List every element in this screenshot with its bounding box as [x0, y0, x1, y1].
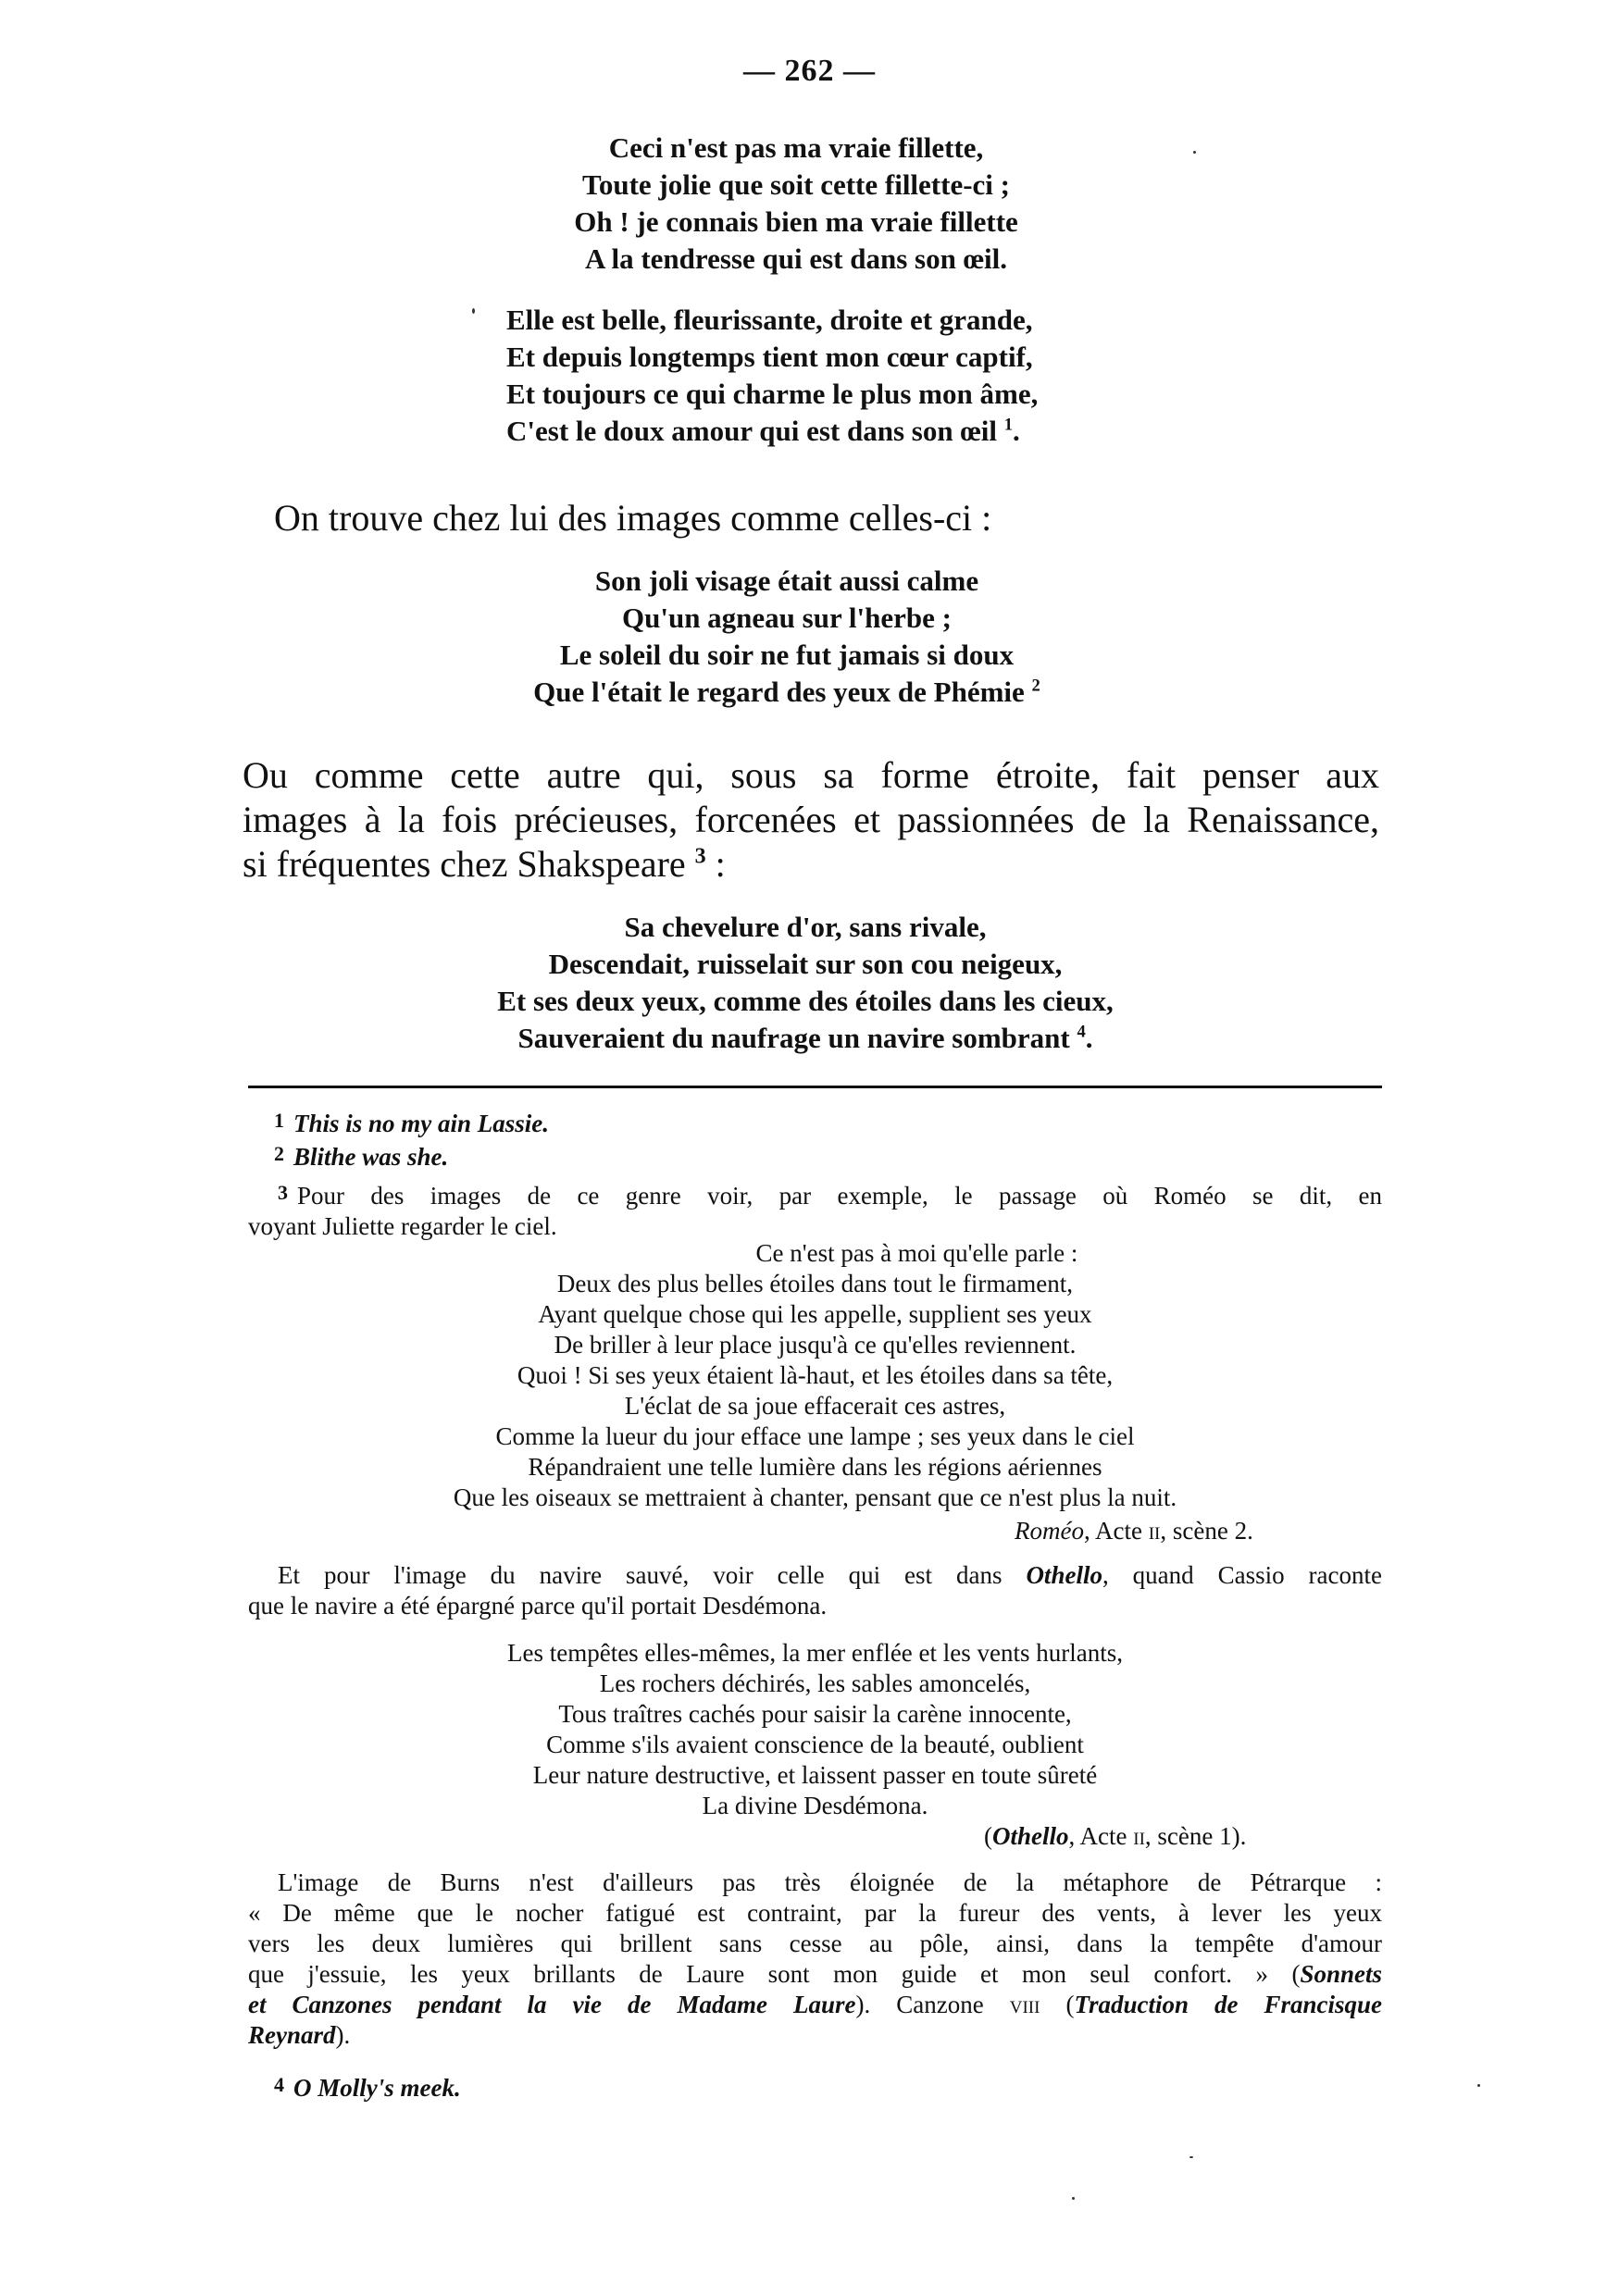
footnote-separator	[248, 1086, 1382, 1088]
verse-line: Les rochers déchirés, les sables amoncelés,	[599, 1669, 1031, 1697]
verse-line	[481, 674, 1092, 711]
footnote-line: vers les deux lumières qui brillent sans cesse au pôle, ainsi, dans la tempête d'amour	[248, 1930, 1382, 1957]
verse-line: Sa chevelure d'or, sans rivale,	[624, 911, 987, 943]
attribution-act: ii	[1148, 1517, 1161, 1545]
footnote-line	[274, 1138, 448, 1173]
scan-speck	[1477, 2084, 1480, 2087]
footnote-text: , quand Cassio raconte	[1102, 1561, 1382, 1589]
attribution-text: (	[984, 1822, 992, 1850]
poem-stanza-3	[481, 563, 1092, 711]
attribution-text: , Acte	[1068, 1822, 1134, 1850]
verse-line: Ce n'est pas à moi qu'elle parle :	[755, 1239, 1078, 1267]
footnote-line	[274, 2069, 461, 2104]
prose-line: Ou comme cette autre qui, sous sa forme étroite, fait penser aux	[243, 754, 1379, 796]
verse-line: Comme s'ils avaient conscience de la beauté, oublient	[546, 1731, 1084, 1758]
footnote-3-attribution	[1015, 1516, 1253, 1546]
footnote-number: 2	[274, 1142, 284, 1165]
verse-line: Son joli visage était aussi calme	[594, 565, 979, 597]
footnote-text: ). Canzone	[855, 1991, 1010, 2018]
verse-line: Tous traîtres cachés pour saisir la carène innocente,	[558, 1700, 1072, 1728]
verse-line: Oh ! je connais bien ma vraie fillette	[574, 205, 1018, 238]
prose-line: On trouve chez lui des images comme celles-ci :	[274, 497, 992, 539]
verse-text: Que l'était le regard des yeux de Phémie	[533, 676, 1025, 708]
verse-line: Que les oiseaux se mettraient à chanter, pensant que ce n'est plus la nuit.	[453, 1483, 1177, 1511]
paragraph-intro-1	[274, 496, 1385, 540]
verse-line: Comme la lueur du jour efface une lampe ; ses yeux dans le ciel	[495, 1422, 1135, 1450]
footnote-line: voyant Juliette regarder le ciel.	[248, 1212, 557, 1240]
footnote-3	[248, 1177, 1382, 1242]
verse-line: Descendait, ruisselait sur son cou neigeux,	[548, 948, 1063, 980]
verse-line: Deux des plus belles étoiles dans tout le firmament,	[556, 1270, 1074, 1297]
poem-stanza-4	[426, 909, 1185, 1057]
verse-line: A la tendresse qui est dans son œil.	[585, 242, 1007, 275]
footnote-4	[274, 2069, 461, 2104]
footnote-line	[248, 1990, 1382, 2020]
footnote-work-title: Othello	[1026, 1561, 1102, 1589]
verse-line: Leur nature destructive, et laissent passer en toute sûreté	[532, 1761, 1098, 1789]
footnote-ref: 1	[1003, 415, 1014, 435]
footnote-line	[248, 2020, 1382, 2051]
footnote-work-title: Traduction de Francisque	[1074, 1991, 1382, 2018]
verse-line: La divine Desdémona.	[702, 1792, 928, 1819]
footnote-ref: 3	[694, 844, 706, 869]
prose-text: :	[705, 843, 726, 885]
footnote-burns-paragraph	[248, 1868, 1382, 2051]
footnote-line	[274, 1105, 549, 1139]
attribution-text: , scène 2.	[1160, 1517, 1253, 1545]
footnote-text: Blithe was she.	[293, 1143, 449, 1171]
verse-line: Et toujours ce qui charme le plus mon âme,	[506, 378, 1039, 410]
footnote-work-title: Reynard	[248, 2021, 336, 2049]
footnote-1	[274, 1105, 549, 1139]
footnote-text: Pour des images de ce genre voir, par exemple, le passage où Roméo se dit, en	[297, 1182, 1382, 1210]
poem-stanza-1	[518, 130, 1074, 278]
attribution-text: , Acte	[1083, 1517, 1149, 1545]
footnote-text: This is no my ain Lassie.	[293, 1110, 550, 1137]
footnote-othello-paragraph	[248, 1560, 1382, 1621]
verse-line: Le soleil du soir ne fut jamais si doux	[559, 639, 1015, 671]
scan-speck	[1193, 151, 1196, 154]
verse-line: Et depuis longtemps tient mon cœur captif,	[506, 341, 1033, 373]
footnote-2	[274, 1138, 448, 1173]
footnote-3-verse	[248, 1238, 1382, 1513]
footnote-ref: 4	[1077, 1022, 1086, 1042]
verse-line: De briller à leur place jusqu'à ce qu'elles reviennent.	[554, 1331, 1077, 1359]
verse-line: Elle est belle, fleurissante, droite et grande,	[506, 304, 1033, 336]
prose-line	[243, 842, 1379, 887]
scan-speck	[472, 308, 475, 314]
footnote-number: 3	[278, 1181, 288, 1204]
footnote-line: L'image de Burns n'est d'ailleurs pas très éloignée de la métaphore de Pétrarque :	[278, 1868, 1382, 1896]
footnote-number: 4	[274, 2073, 284, 2096]
attribution-act: ii	[1133, 1822, 1145, 1850]
verse-line: L'éclat de sa joue effacerait ces astres,	[624, 1392, 1006, 1420]
verse-text: C'est le doux amour qui est dans son œil	[506, 415, 997, 447]
verse-line: Qu'un agneau sur l'herbe ;	[621, 602, 952, 634]
scan-speck	[1072, 2197, 1075, 2200]
paragraph-intro-2	[243, 753, 1379, 887]
verse-line: Quoi ! Si ses yeux étaient là-haut, et les étoiles dans sa tête,	[517, 1361, 1114, 1389]
footnote-line: que le navire a été épargné parce qu'il portait Desdémona.	[248, 1592, 828, 1620]
footnote-text: que j'essuie, les yeux brillants de Laure sont mon guide et mon seul confort. » (	[248, 1960, 1301, 1988]
verse-line: Sauveraient du naufrage un navire sombrant $^4$.	[517, 1022, 1093, 1054]
poem-stanza-2	[506, 302, 1154, 450]
attribution-text: , scène 1).	[1144, 1822, 1247, 1850]
scan-speck	[1189, 2156, 1193, 2158]
footnote-text: ).	[335, 2021, 351, 2049]
page-number: — 262 —	[743, 54, 876, 88]
footnote-work-title: Sonnets	[1300, 1960, 1382, 1988]
attribution-work: Roméo	[1015, 1517, 1084, 1545]
footnote-roman-numeral: viii	[1009, 1991, 1040, 2018]
footnote-line: « De même que le nocher fatigué est contraint, par la fureur des vents, à lever les yeux	[248, 1899, 1382, 1927]
footnote-number: 1	[274, 1109, 284, 1132]
footnote-line	[248, 1959, 1382, 1990]
footnote-text: (	[1040, 1991, 1075, 2018]
footnote-text: O Molly's meek.	[293, 2074, 461, 2102]
verse-line: C'est le doux amour qui est dans son œil $^1$.	[506, 415, 1020, 447]
footnote-ref: 2	[1031, 676, 1040, 696]
prose-line: images à la fois précieuses, forcenées et passionnées de la Renaissance,	[243, 799, 1379, 840]
footnote-line	[248, 1560, 1382, 1591]
verse-line: Les tempêtes elles-mêmes, la mer enflée et les vents hurlants,	[506, 1639, 1123, 1667]
footnote-line	[248, 1177, 1382, 1211]
verse-line: Et ses deux yeux, comme des étoiles dans les cieux,	[497, 985, 1114, 1017]
footnote-work-title: et Canzones pendant la vie de Madame Laure	[248, 1991, 856, 2018]
verse-line: Ceci n'est pas ma vraie fillette,	[608, 131, 984, 164]
footnote-othello-verse	[248, 1638, 1382, 1821]
verse-line: Ayant quelque chose qui les appelle, supplient ses yeux	[538, 1300, 1092, 1328]
verse-line: Toute jolie que soit cette fillette-ci ;	[582, 168, 1010, 201]
verse-text: Sauveraient du naufrage un navire sombrant	[517, 1022, 1070, 1054]
footnote-text: Et pour l'image du navire sauvé, voir celle qui est dans	[278, 1561, 1027, 1589]
prose-text: si fréquentes chez Shakspeare	[243, 843, 686, 885]
attribution-work: Othello	[992, 1822, 1069, 1850]
footnote-othello-attribution	[984, 1821, 1246, 1852]
verse-line: Répandraient une telle lumière dans les régions aériennes	[528, 1453, 1102, 1481]
